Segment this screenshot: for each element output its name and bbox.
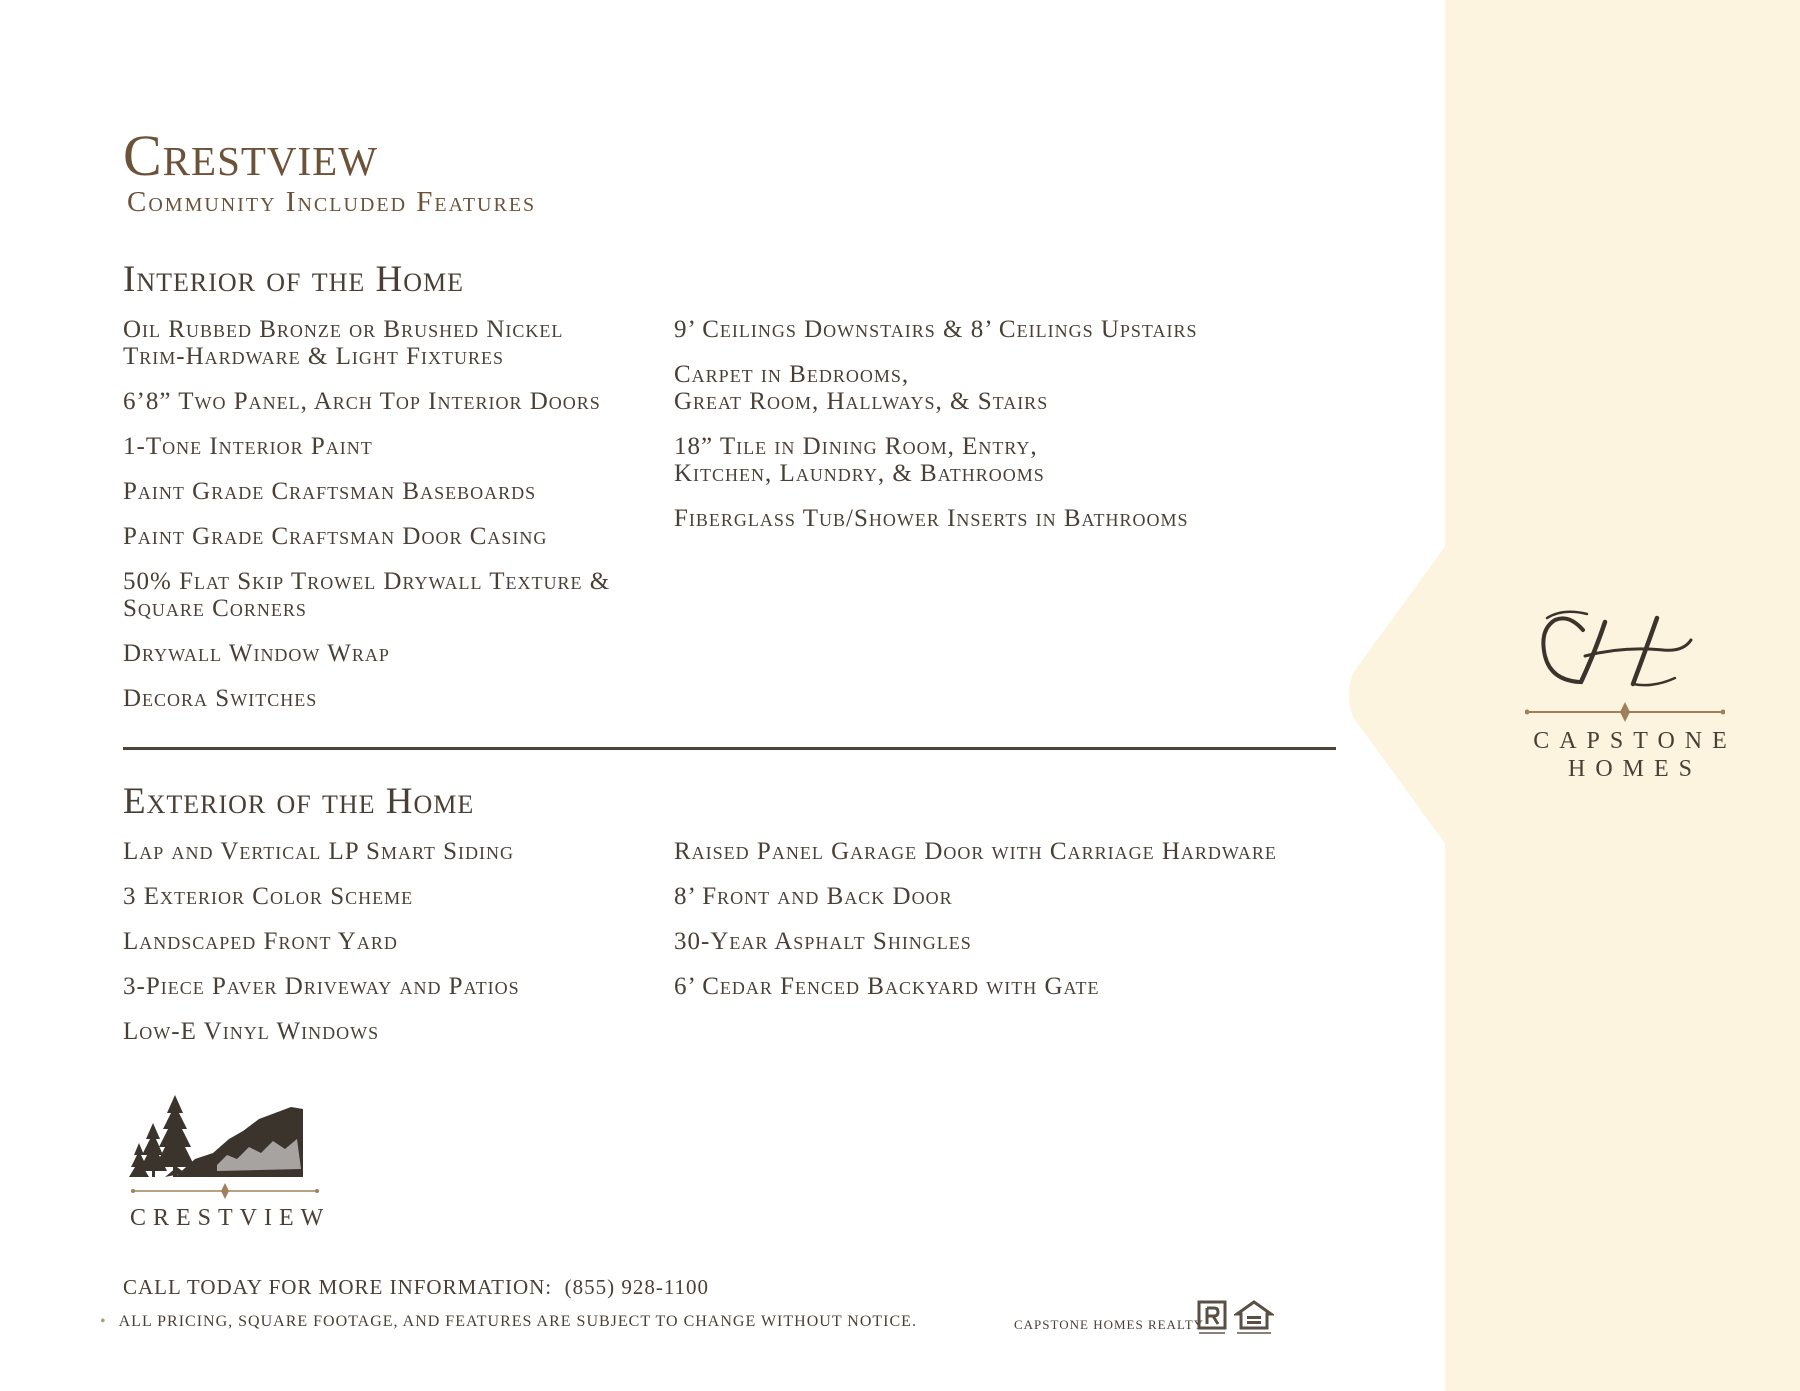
mountain-trees-icon bbox=[125, 1095, 325, 1205]
builder-name-line2: HOMES bbox=[1567, 756, 1702, 782]
bullet-icon: • bbox=[100, 1313, 107, 1330]
disclaimer-text: ALL PRICING, SQUARE FOOTAGE, AND FEATURES ARE SUBJECT TO CHANGE WITHOUT NOTICE. bbox=[118, 1313, 917, 1330]
list-item: 1-Tone Interior Paint bbox=[123, 433, 373, 460]
list-item: 6’ Cedar Fenced Backyard with Gate bbox=[674, 973, 1100, 1000]
list-item: 9’ Ceilings Downstairs & 8’ Ceilings Upstairs bbox=[674, 316, 1198, 343]
list-item: Low-E Vinyl Windows bbox=[123, 1018, 380, 1045]
list-item: Paint Grade Craftsman Door Casing bbox=[123, 523, 548, 550]
interior-heading: Interior of the Home bbox=[123, 259, 465, 300]
realtor-icon bbox=[1196, 1300, 1228, 1338]
list-item: Oil Rubbed Bronze or Brushed Nickel Trim-Hardware & Light Fixtures bbox=[123, 316, 564, 370]
list-item: Drywall Window Wrap bbox=[123, 640, 390, 667]
community-logo-name: CRESTVIEW bbox=[130, 1205, 331, 1231]
exterior-right-list bbox=[674, 838, 1394, 1018]
list-item: 50% Flat Skip Trowel Drywall Texture & Square Corners bbox=[123, 568, 611, 622]
page-title: Crestview bbox=[123, 123, 378, 188]
list-item: 18” Tile in Dining Room, Entry, Kitchen, Laundry, & Bathrooms bbox=[674, 433, 1045, 487]
list-item: Paint Grade Craftsman Baseboards bbox=[123, 478, 537, 505]
list-item: 30-Year Asphalt Shingles bbox=[674, 928, 972, 955]
equal-housing-icon bbox=[1234, 1300, 1274, 1338]
side-panel-notch bbox=[1345, 545, 1446, 845]
list-item: 8’ Front and Back Door bbox=[674, 883, 953, 910]
call-label: CALL TODAY FOR MORE INFORMATION: bbox=[123, 1275, 553, 1299]
call-to-action bbox=[123, 1275, 709, 1300]
list-item: Raised Panel Garage Door with Carriage Hardware bbox=[674, 838, 1277, 865]
section-divider bbox=[123, 747, 1336, 750]
list-item: 3 Exterior Color Scheme bbox=[123, 883, 414, 910]
exterior-left-list bbox=[123, 838, 663, 1063]
list-item: 6’8” Two Panel, Arch Top Interior Doors bbox=[123, 388, 601, 415]
realty-name: CAPSTONE HOMES REALTY bbox=[1014, 1317, 1205, 1332]
list-item: Decora Switches bbox=[123, 685, 318, 712]
capstone-homes-monogram-icon bbox=[1525, 600, 1725, 730]
phone-number: (855) 928-1100 bbox=[564, 1275, 710, 1299]
page-subtitle: Community Included Features bbox=[127, 186, 537, 218]
list-item: Lap and Vertical LP Smart Siding bbox=[123, 838, 515, 865]
disclaimer bbox=[100, 1313, 917, 1331]
builder-name-line1: CAPSTONE bbox=[1533, 728, 1737, 754]
interior-right-list bbox=[674, 316, 1374, 550]
list-item: Fiberglass Tub/Shower Inserts in Bathrooms bbox=[674, 505, 1189, 532]
exterior-heading: Exterior of the Home bbox=[123, 781, 475, 822]
builder-logo-name bbox=[1505, 727, 1765, 783]
list-item: 3-Piece Paver Driveway and Patios bbox=[123, 973, 520, 1000]
list-item: Carpet in Bedrooms, Great Room, Hallways, & Stairs bbox=[674, 361, 1049, 415]
list-item: Landscaped Front Yard bbox=[123, 928, 398, 955]
interior-left-list bbox=[123, 316, 663, 730]
